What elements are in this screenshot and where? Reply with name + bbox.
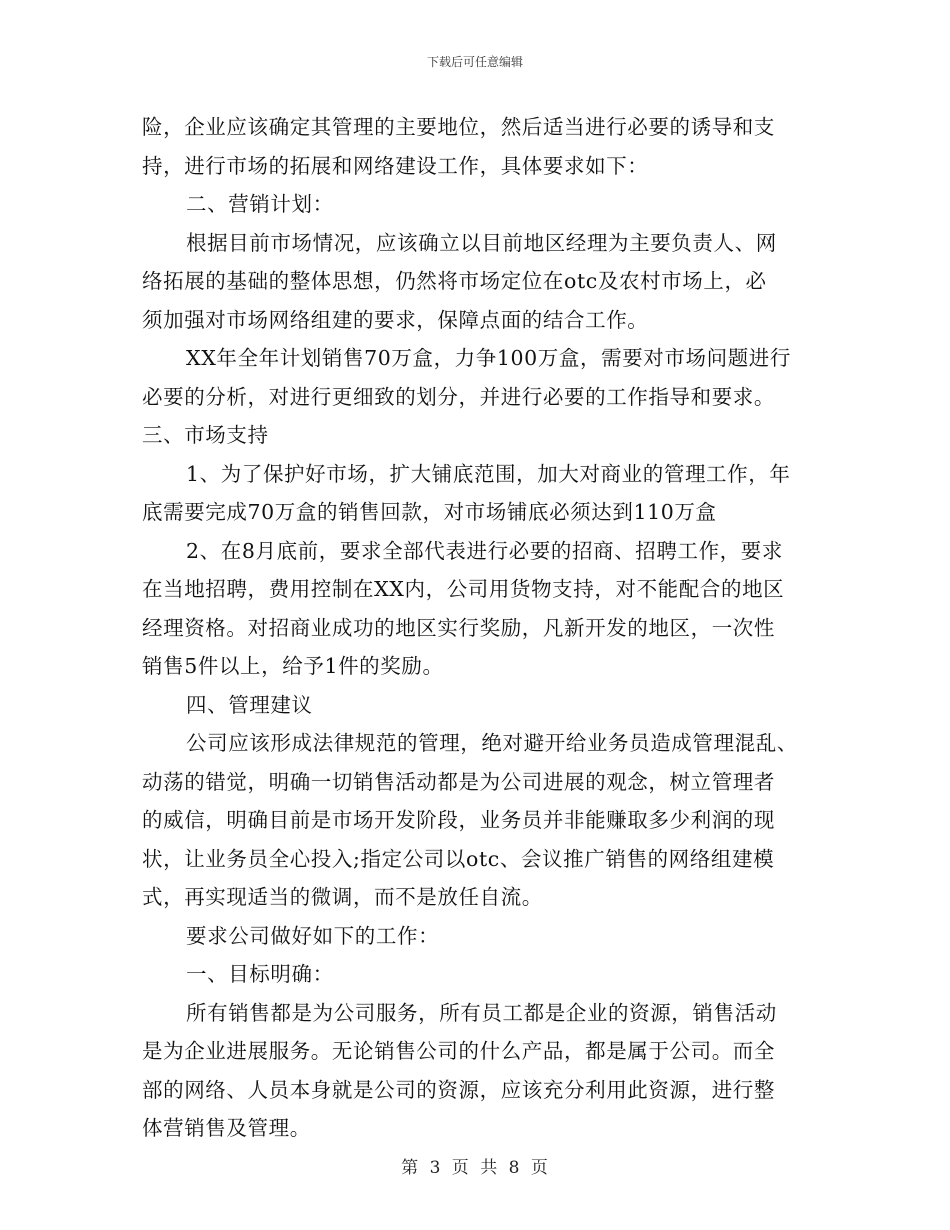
text-line: 2、在8月底前，要求全部代表进行必要的招商、招聘工作，要求 bbox=[186, 538, 783, 563]
text-line: 络拓展的基础的整体思想，仍然将市场定位在otc及农村市场上，必 bbox=[142, 269, 767, 293]
text-line: 体营销售及管理。 bbox=[142, 1116, 311, 1140]
text-line: 底需要完成70万盒的销售回款，对市场铺底必须达到110万盒 bbox=[142, 500, 717, 524]
text-line: 二、营销计划： bbox=[186, 192, 334, 216]
text-line: 部的网络、人员本身就是公司的资源，应该充分利用此资源，进行整 bbox=[142, 1077, 775, 1102]
text-line: 经理资格。对招商业成功的地区实行奖励，凡新开发的地区，一次性 bbox=[142, 615, 775, 640]
text-line: 四、管理建议 bbox=[186, 692, 313, 717]
text-line: 销售5件以上，给予1件的奖励。 bbox=[142, 654, 444, 678]
text-line: XX年全年计划销售70万盒，力争100万盒，需要对市场问题进行 bbox=[186, 346, 792, 370]
page-number: 第 3 页 共 8 页 bbox=[401, 1158, 549, 1178]
text-line: 是为企业进展服务。无论销售公司的什么产品，都是属于公司。而全 bbox=[142, 1039, 775, 1063]
text-line: 一、目标明确： bbox=[186, 962, 334, 986]
text-line: 必要的分析，对进行更细致的划分，并进行必要的工作指导和要求。 bbox=[142, 384, 775, 409]
text-line: 1、为了保护好市场，扩大铺底范围，加大对商业的管理工作，年 bbox=[186, 461, 791, 486]
text-line: 式，再实现适当的微调，而不是放任自流。 bbox=[142, 885, 543, 909]
page-header: 下载后可任意编辑 bbox=[426, 55, 523, 69]
text-line: 动荡的错觉，明确一切销售活动都是为公司进展的观念，树立管理者 bbox=[142, 769, 775, 794]
text-line: 根据目前市场情况，应该确立以目前地区经理为主要负责人、网 bbox=[186, 230, 777, 255]
text-line: 三、市场支持 bbox=[142, 423, 269, 447]
text-line: 的威信，明确目前是市场开发阶段，业务员并非能赚取多少利润的现 bbox=[142, 808, 775, 832]
text-line: 持，进行市场的拓展和网络建设工作，具体要求如下： bbox=[142, 153, 649, 178]
text-line: 要求公司做好如下的工作： bbox=[186, 923, 440, 948]
text-line: 险，企业应该确定其管理的主要地位，然后适当进行必要的诱导和支 bbox=[142, 115, 775, 139]
document-body bbox=[142, 108, 814, 1148]
text-line: 公司应该形成法律规范的管理，绝对避开给业务员造成管理混乱、 bbox=[186, 731, 798, 755]
text-line: 须加强对市场网络组建的要求，保障点面的结合工作。 bbox=[142, 307, 649, 332]
text-line: 所有销售都是为公司服务，所有员工都是企业的资源，销售活动 bbox=[186, 1000, 777, 1025]
text-line: 状，让业务员全心投入;指定公司以otc、会议推广销售的网络组建模 bbox=[142, 846, 775, 871]
text-line: 在当地招聘，费用控制在XX内，公司用货物支持，对不能配合的地区 bbox=[142, 577, 785, 601]
